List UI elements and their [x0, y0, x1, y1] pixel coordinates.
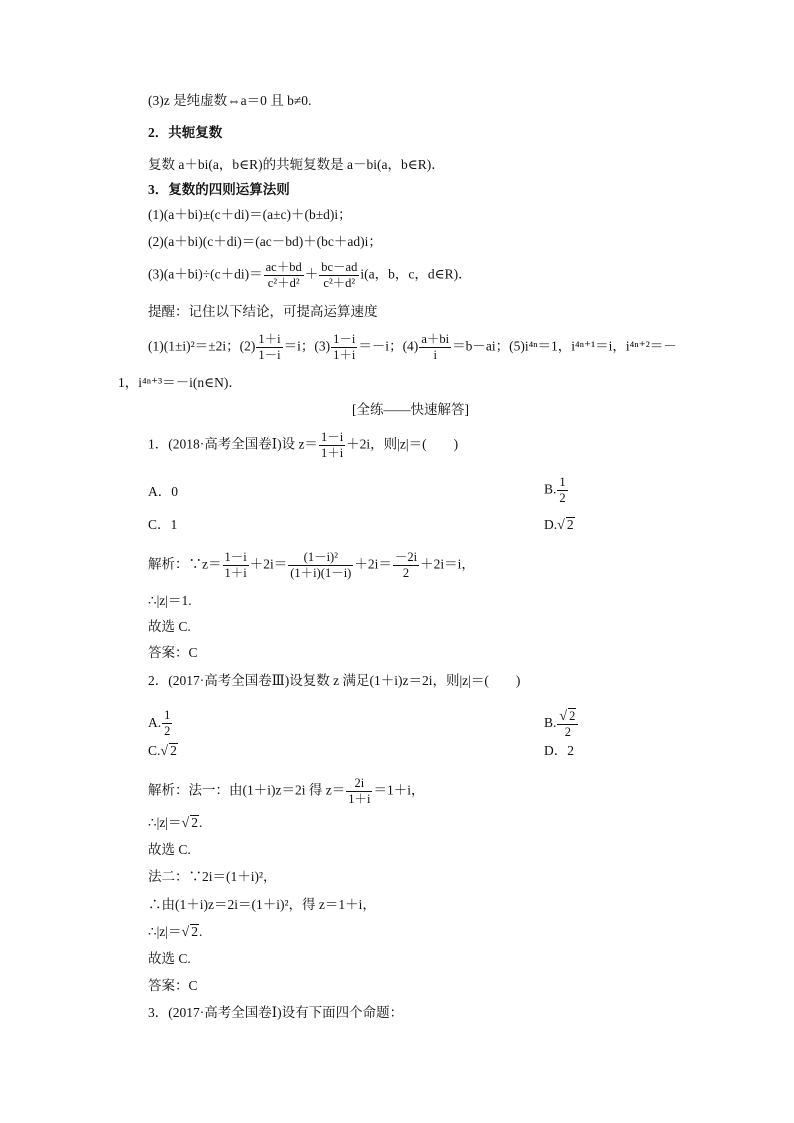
fraction: $\frac{-2i}{2}$: [394, 550, 418, 580]
q1-stem: 1．(2018·高考全国卷Ⅰ)设 z＝ $\frac{1-i}{1+i}$ ＋2i，则|z|＝( ): [148, 430, 459, 460]
q2-answer: 答案：C: [148, 978, 198, 993]
q2-choice1: 故选 C.: [148, 842, 191, 857]
section-title: [全练——快速解答]: [352, 402, 469, 417]
fraction: $\frac{\text{(1－i)²}}{(1+i)(1-i)}$: [290, 550, 352, 580]
pure-imaginary-condition: (3)z 是纯虚数⇔a＝0 且 b≠0.: [148, 93, 312, 108]
q2-options-row1: [148, 708, 648, 739]
q2-option-b: B. $\frac{√ 2}{2}$: [544, 708, 579, 740]
q1-options-row2: [148, 516, 648, 534]
q1-answer: 答案：C: [148, 645, 198, 660]
q2-option-d: D．2: [544, 743, 574, 758]
rule-add-subtract: (1)(a＋bi)±(c＋di)＝(a±c)＋(b±d)i；: [148, 207, 352, 222]
fraction: $\frac{1-i}{1+i}$: [333, 332, 356, 362]
q3-stem: 3．(2017·高考全国卷Ⅰ)设有下面四个命题：: [148, 1005, 404, 1020]
q1-option-b: B. $\frac{1}{2}$: [544, 475, 566, 505]
q1-choice: 故选 C.: [148, 619, 191, 634]
q1-conclusion: ∴|z|＝1.: [148, 593, 192, 608]
q2-method2-step: ∴由(1＋i)z＝2i＝(1＋i)²，得 z＝1＋i，: [148, 897, 376, 912]
heading-conjugate: 2．共轭复数: [148, 125, 223, 140]
q2-option-a: A. $\frac{1}{2}$: [148, 708, 171, 738]
fraction: $\frac{1+i}{1-i}$: [258, 332, 281, 362]
q2-options-row2: [148, 742, 648, 761]
fraction: $\frac{bc-ad}{\text{c²＋d²}}$: [321, 260, 358, 290]
tip-heading: 提醒：记住以下结论，可提高运算速度: [148, 304, 378, 319]
fraction: $\frac{2i}{1+i}$: [348, 776, 371, 806]
tip-results: (1)(1±i)²＝±2i；(2) $\frac{1+i}{1-i}$ ＝i；(3) $\frac{1-i}{1+i}$ ＝－i；(4) $\frac{a+bi}{i}$ ＝b－ai；(5)i⁴ⁿ＝1，i⁴ⁿ⁺¹＝i，i⁴ⁿ⁺²＝－: [148, 332, 677, 362]
fraction: $\frac{ac+bd}{\text{c²＋d²}}$: [265, 260, 302, 290]
rule-multiply: (2)(a＋bi)(c＋di)＝(ac－bd)＋(bc＋ad)i；: [148, 234, 382, 249]
q2-option-c: C.√ 2: [148, 743, 177, 759]
fraction: $\frac{1-i}{1+i}$: [320, 430, 344, 460]
conjugate-definition: 复数 a＋bi(a，b∈R)的共轭复数是 a－bi(a，b∈R)．: [148, 157, 445, 172]
q2-method1: 解析：法一：由(1＋i)z＝2i 得 z＝ $\frac{2i}{1+i}$ ＝1＋i，: [148, 776, 425, 806]
fraction: $\frac{1-i}{1+i}$: [224, 550, 247, 580]
q2-choice2: 故选 C.: [148, 951, 191, 966]
q2-method1-conclusion: ∴|z|＝√ 2.: [148, 815, 203, 831]
q1-solution: 解析：∵z＝ $\frac{1-i}{1+i}$ ＋2i＝ $\frac{\text{(1－i)²}}{(1+i)(1-i)}$ ＋2i＝ $\frac{-2i}{2}$ ＋2i＝i，: [148, 550, 475, 580]
q1-option-c: C．1: [148, 517, 178, 532]
q2-method2: 法二：∵2i＝(1＋i)²，: [148, 869, 277, 884]
q2-stem: 2．(2017·高考全国卷Ⅲ)设复数 z 满足(1＋i)z＝2i，则|z|＝( ): [148, 673, 521, 688]
q1-option-a: A．0: [148, 484, 178, 499]
rule-divide: (3)(a＋bi)÷(c＋di)＝ $\frac{ac+bd}{\text{c²＋d²}}$ ＋ $\frac{bc-ad}{\text{c²＋d²}}$ i(a，b，c，d∈R)．: [148, 260, 472, 290]
heading-arithmetic-rules: 3．复数的四则运算法则: [148, 182, 290, 197]
q1-option-d: D.√ 2: [544, 517, 574, 533]
fraction: $\frac{a+bi}{i}$: [421, 332, 450, 362]
tip-results-cont: 1，i⁴ⁿ⁺³＝－i(n∈N)．: [118, 375, 242, 390]
q1-options-row1: [148, 475, 648, 505]
q2-method2-conclusion: ∴|z|＝√ 2.: [148, 924, 203, 940]
